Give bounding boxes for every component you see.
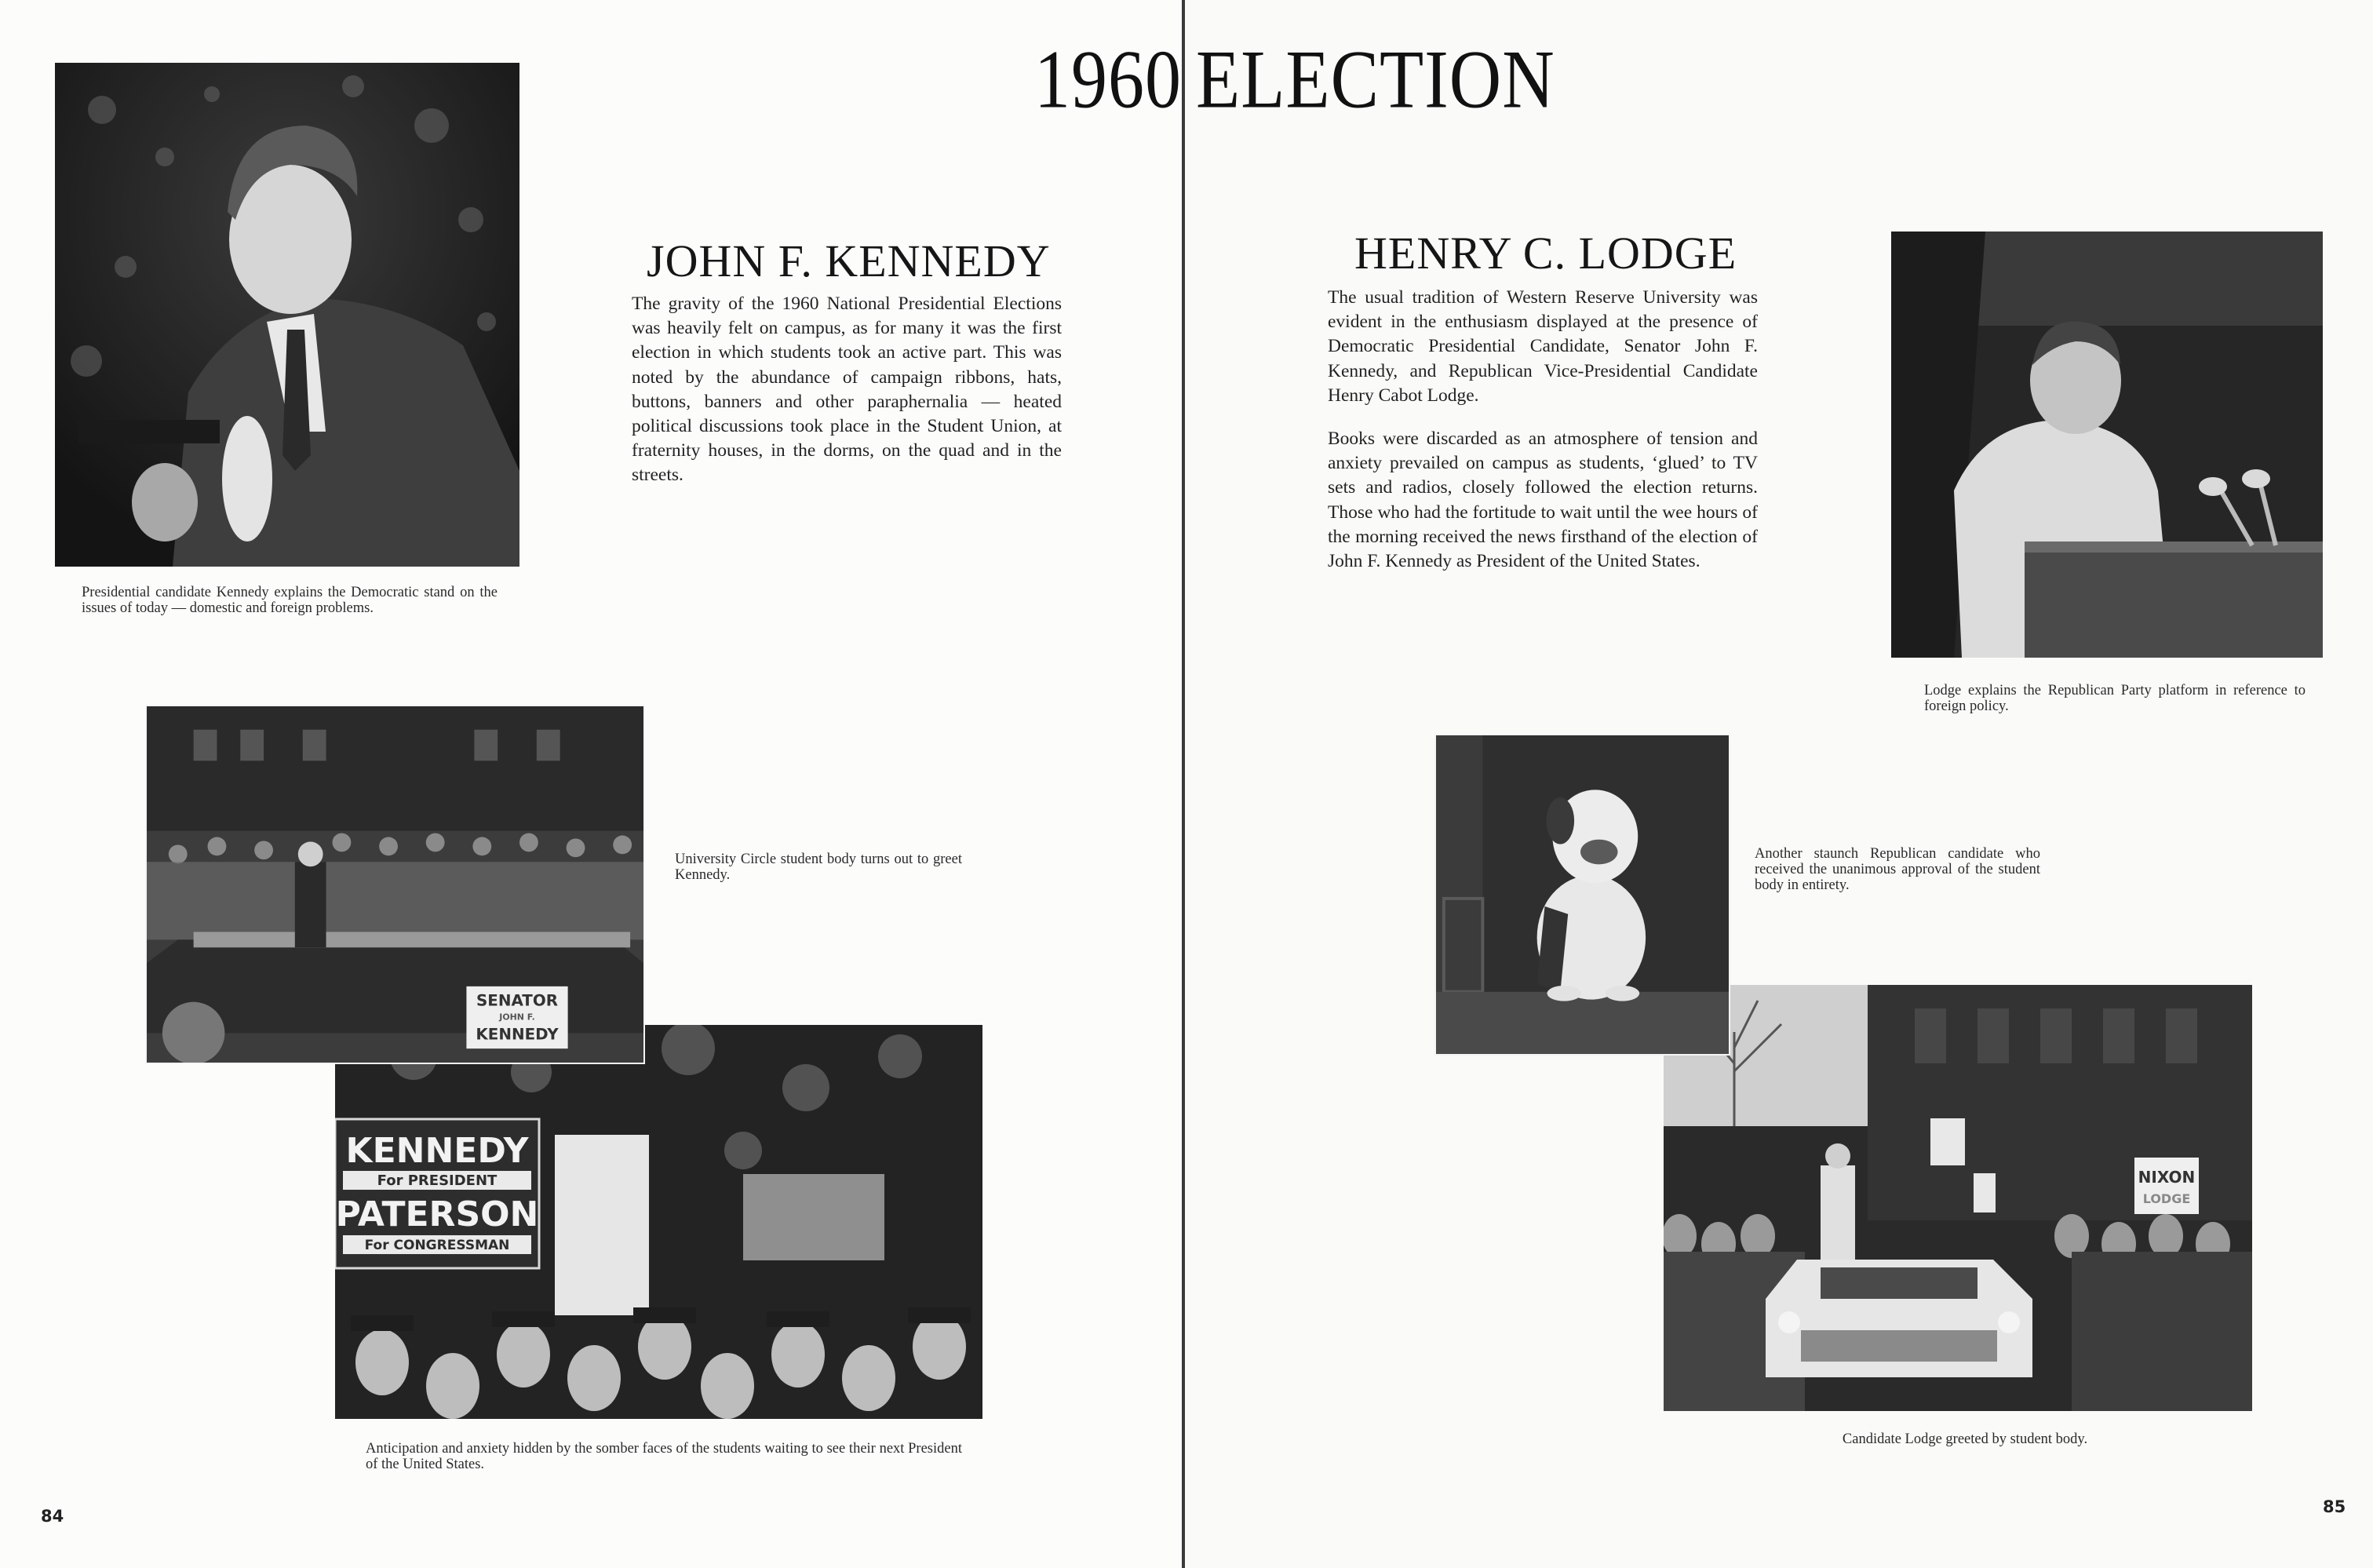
kennedy-heading: JOHN F. KENNEDY (647, 235, 1051, 287)
lodge-paragraph-1: The usual tradition of Western Reserve University was evident in the enthusiasm displayed at the presence of Democratic Presidential Candidate, Senator John F. Kennedy, and Republican Vice-Presidential Candidate Henry Cabot Lodge. (1328, 287, 1758, 406)
crowd-banner-line2: For PRESIDENT (377, 1172, 498, 1189)
lodge-paragraph-2: Books were discarded as an atmosphere of tension and anxiety prevailed on campus as students, ‘glued’ to TV sets and radios, closely followed the election returns. Those who had the fortitude to wait until the wee hours of the morning received the news firsthand of the election of John F. Kennedy as President of the United States. (1328, 428, 1758, 572)
page-number-right: 85 (2323, 1497, 2346, 1516)
crowd-banner-line3: PATERSON (335, 1194, 539, 1234)
kennedy-motorcade-caption: University Circle student body turns out to greet Kennedy. (675, 851, 962, 883)
lodge-car-sign-line2: LODGE (2142, 1191, 2191, 1206)
lodge-podium-photo (1891, 232, 2323, 658)
motorcade-sign-line2: JOHN F. (499, 1012, 535, 1023)
dog-mascot-caption: Another staunch Republican candidate who received the unanimous approval of the student body in entirety. (1755, 846, 2040, 893)
lodge-motorcade-caption: Candidate Lodge greeted by student body. (1842, 1431, 2088, 1447)
kennedy-motorcade-photo (145, 705, 645, 1064)
dog-mascot-photo (1434, 734, 1730, 1056)
student-crowd-photo (335, 1025, 982, 1419)
spread-title-year: 1960 (1034, 33, 1182, 126)
motorcade-sign-line1: SENATOR (476, 991, 559, 1010)
student-crowd-caption: Anticipation and anxiety hidden by the somber faces of the students waiting to see their next President of the United States. (366, 1441, 962, 1472)
crowd-banner-line4: For CONGRESSMAN (364, 1238, 510, 1253)
page-gutter-divider (1182, 0, 1185, 1568)
spread-title-word: ELECTION (1196, 33, 1555, 126)
lodge-article (1328, 286, 1758, 593)
kennedy-portrait-photo (55, 63, 519, 567)
kennedy-portrait-caption: Presidential candidate Kennedy explains the Democratic stand on the issues of today — domestic and foreign problems. (82, 585, 498, 616)
kennedy-paragraph: The gravity of the 1960 National Presidential Elections was heavily felt on campus, as for many it was the first election in which students took an active part. This was noted by the abundance of campaign ribbons, hats, buttons, banners and other paraphernalia — heated political discussions took place in the Student Union, at fraternity houses, in the dorms, on the quad and in the streets. (632, 294, 1062, 486)
motorcade-sign-line3: KENNEDY (476, 1025, 559, 1044)
page-number-left: 84 (41, 1507, 64, 1526)
crowd-banner-line1: KENNEDY (345, 1131, 529, 1171)
kennedy-article (632, 292, 1062, 507)
lodge-podium-caption: Lodge explains the Republican Party platform in reference to foreign policy. (1924, 683, 2306, 714)
lodge-heading: HENRY C. LODGE (1354, 228, 1737, 279)
lodge-car-sign-line1: NIXON (2138, 1168, 2196, 1187)
lodge-motorcade-photo (1664, 985, 2252, 1411)
